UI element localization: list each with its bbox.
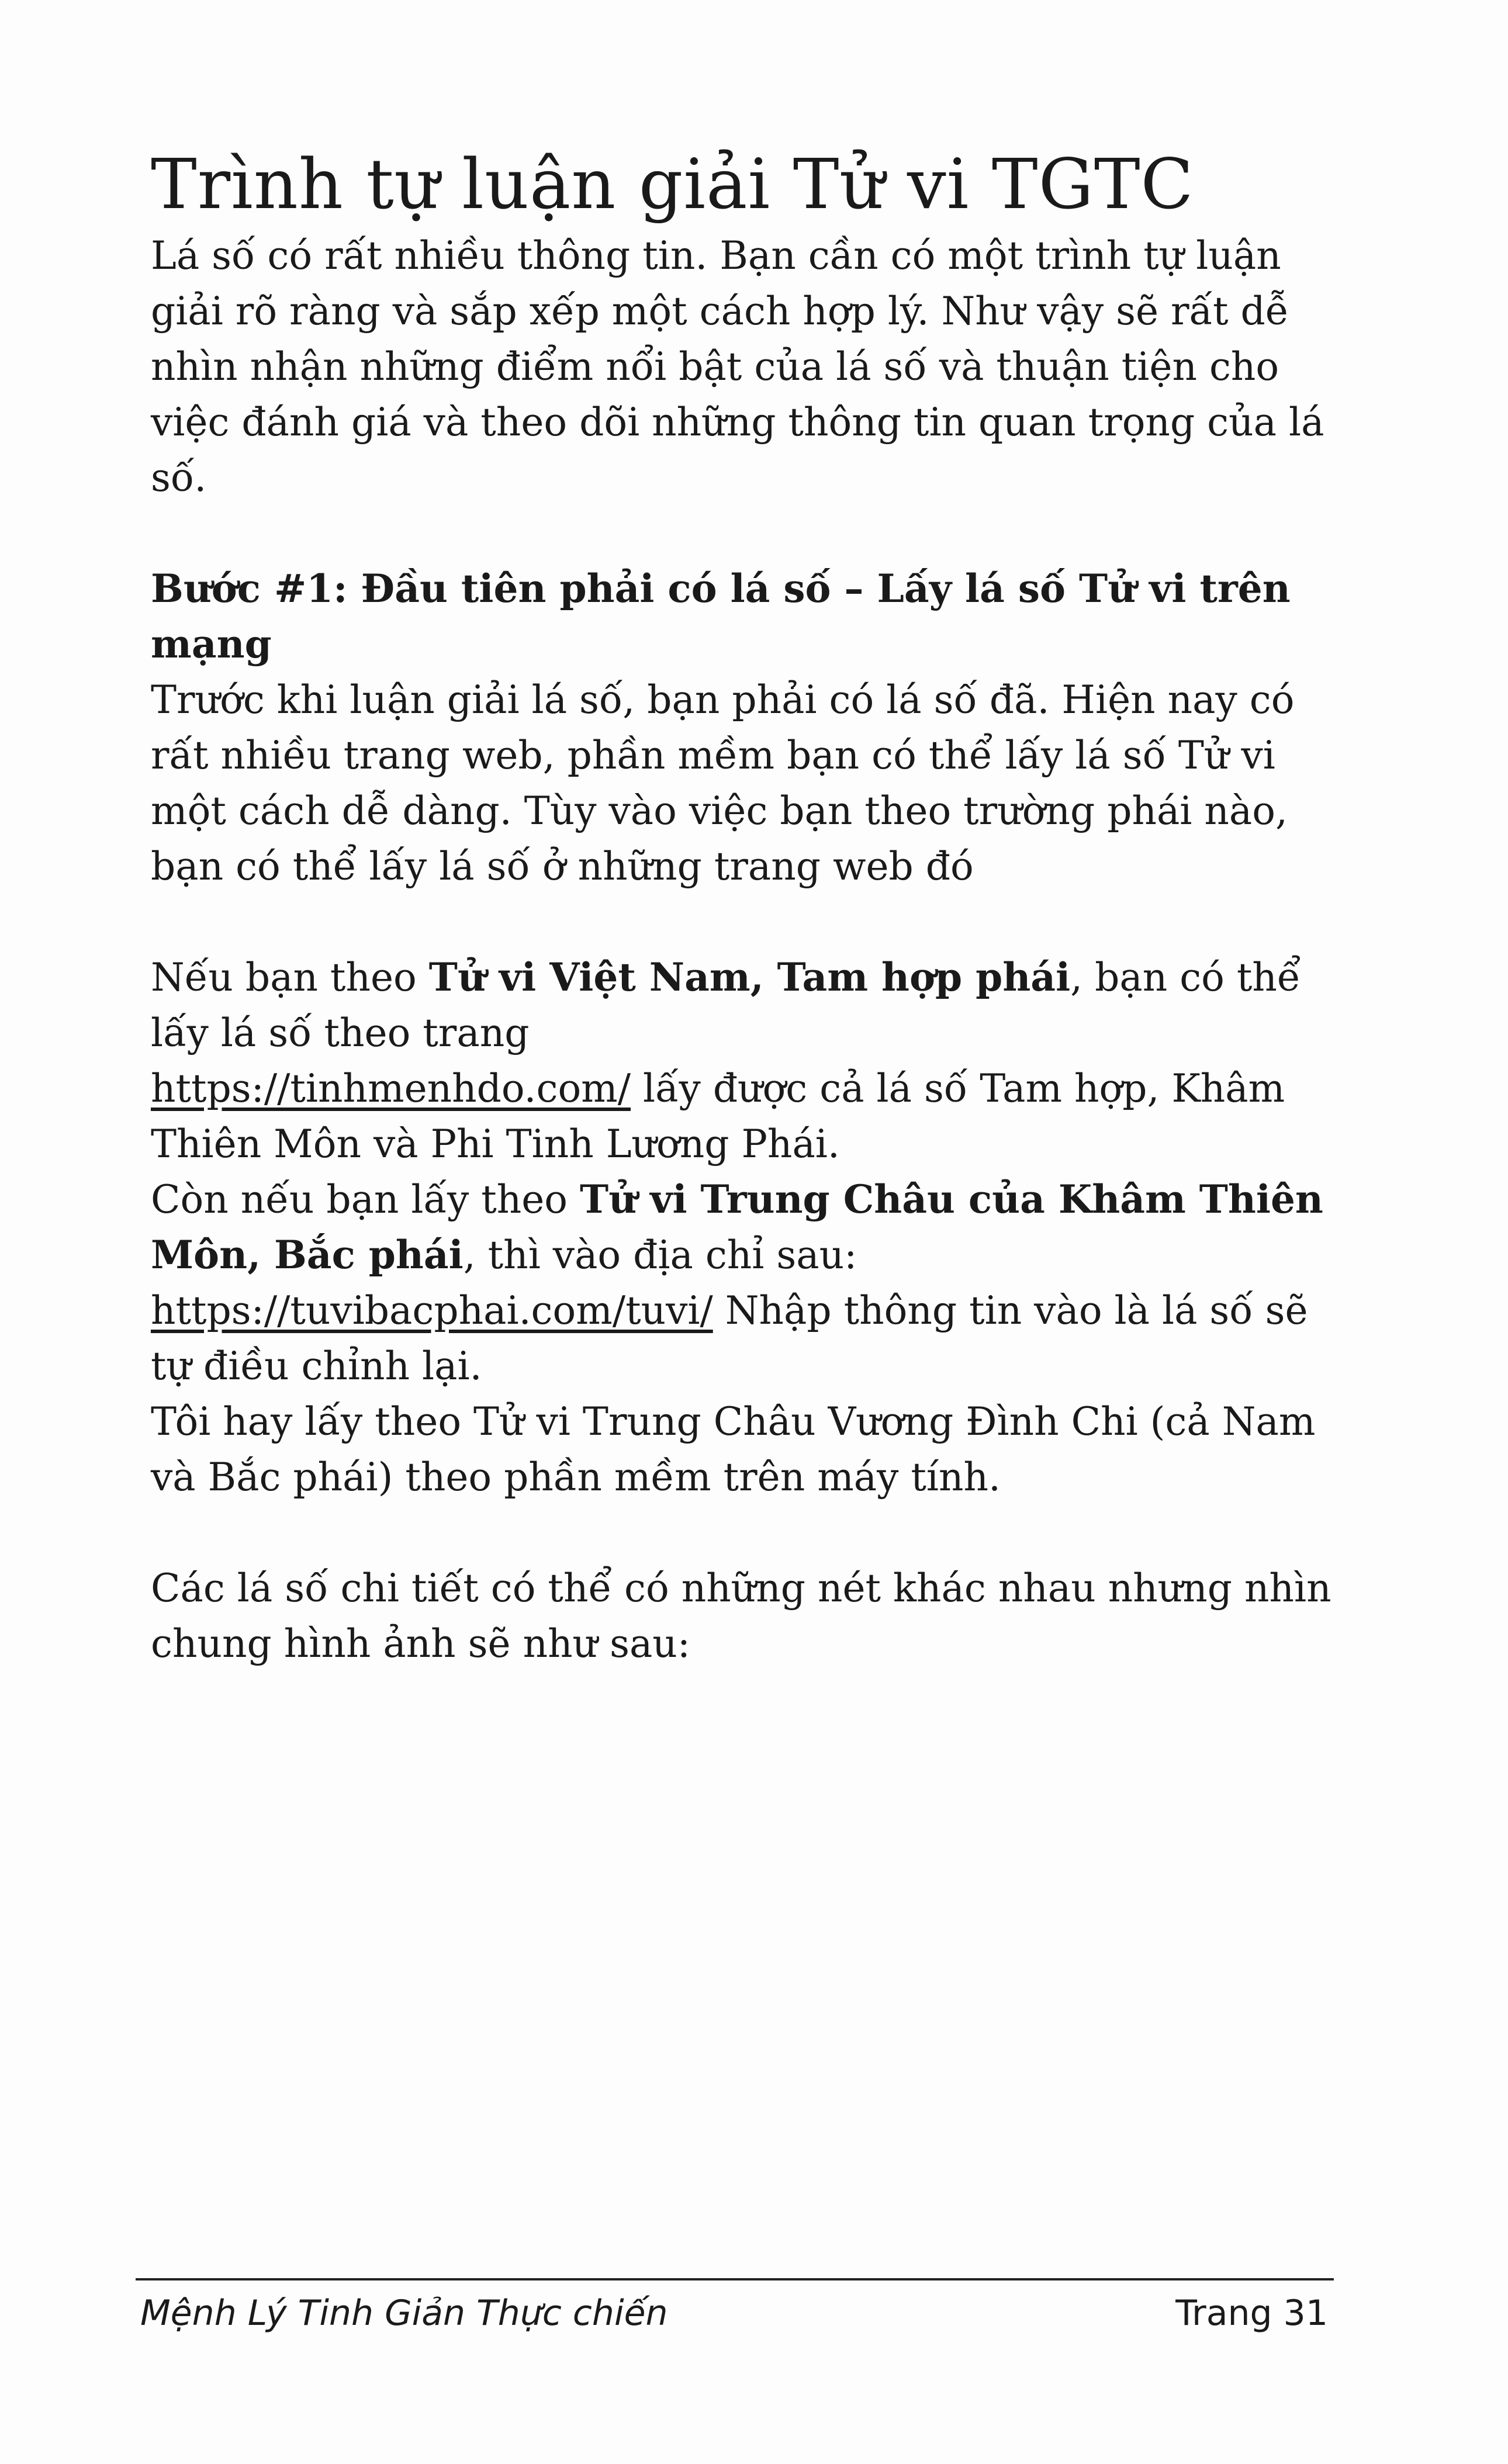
page-content [151, 140, 1355, 1671]
vietnam-after-link: lấy được cả lá số Tam hợp, Khâm Thiên Môn và Phi Tinh Lương Phái. [151, 1066, 1285, 1167]
footer-book-title: Mệnh Lý Tinh Giản Thực chiến [140, 2293, 668, 2334]
tuvibacphai-link[interactable]: https://tuvibacphai.com/tuvi/ [151, 1288, 713, 1333]
footer-page-number: Trang 31 [1175, 2293, 1328, 2334]
step1-heading: Bước #1: Đầu tiên phải có lá số – Lấy lá số Tử vi trên mạng [151, 566, 1291, 667]
footer-divider [136, 2278, 1334, 2280]
step1-body: Trước khi luận giải lá số, bạn phải có lá số đã. Hiện nay có rất nhiều trang web, phần mềm bạn có thể lấy lá số Tử vi một cách dễ dàng. Tùy vào việc bạn theo trường phái nào, bạn có thể lấy lá số ở những trang web đó [151, 677, 1295, 889]
trungchau-prefix: Còn nếu bạn lấy theo [151, 1177, 580, 1222]
trungchau-paragraph [151, 1172, 1355, 1394]
vietnam-bold: Tử vi Việt Nam, Tam hợp phái [428, 954, 1071, 1000]
spacer [151, 894, 1355, 950]
personal-paragraph: Tôi hay lấy theo Tử vi Trung Châu Vương Đình Chi (cả Nam và Bắc phái) theo phần mềm trên máy tính. [151, 1399, 1316, 1500]
spacer [151, 506, 1355, 561]
vietnam-prefix: Nếu bạn theo [151, 955, 429, 1000]
vietnam-paragraph [151, 950, 1355, 1172]
spacer [151, 1505, 1355, 1560]
page-title: Trình tự luận giải Tử vi TGTC [151, 144, 1194, 224]
trungchau-suffix: , thì vào địa chỉ sau: [463, 1233, 857, 1278]
closing-paragraph: Các lá số chi tiết có thể có những nét khác nhau nhưng nhìn chung hình ảnh sẽ như sau: [151, 1566, 1331, 1666]
intro-paragraph: Lá số có rất nhiều thông tin. Bạn cần có một trình tự luận giải rõ ràng và sắp xếp một cách hợp lý. Như vậy sẽ rất dễ nhìn nhận những điểm nổi bật của lá số và thuận tiện cho việc đánh giá và theo dõi những thông tin quan trọng của lá số. [151, 233, 1324, 500]
tinhmenhdo-link[interactable]: https://tinhmenhdo.com/ [151, 1066, 631, 1111]
trungchau-after-link: Nhập thông tin vào là lá số sẽ tự điều chỉnh lại. [151, 1288, 1308, 1389]
vietnam-suffix: , bạn có thể lấy lá số theo trang [151, 955, 1301, 1055]
trungchau-bold: Tử vi Trung Châu của Khâm Thiên Môn, Bắc phái [151, 1176, 1323, 1278]
